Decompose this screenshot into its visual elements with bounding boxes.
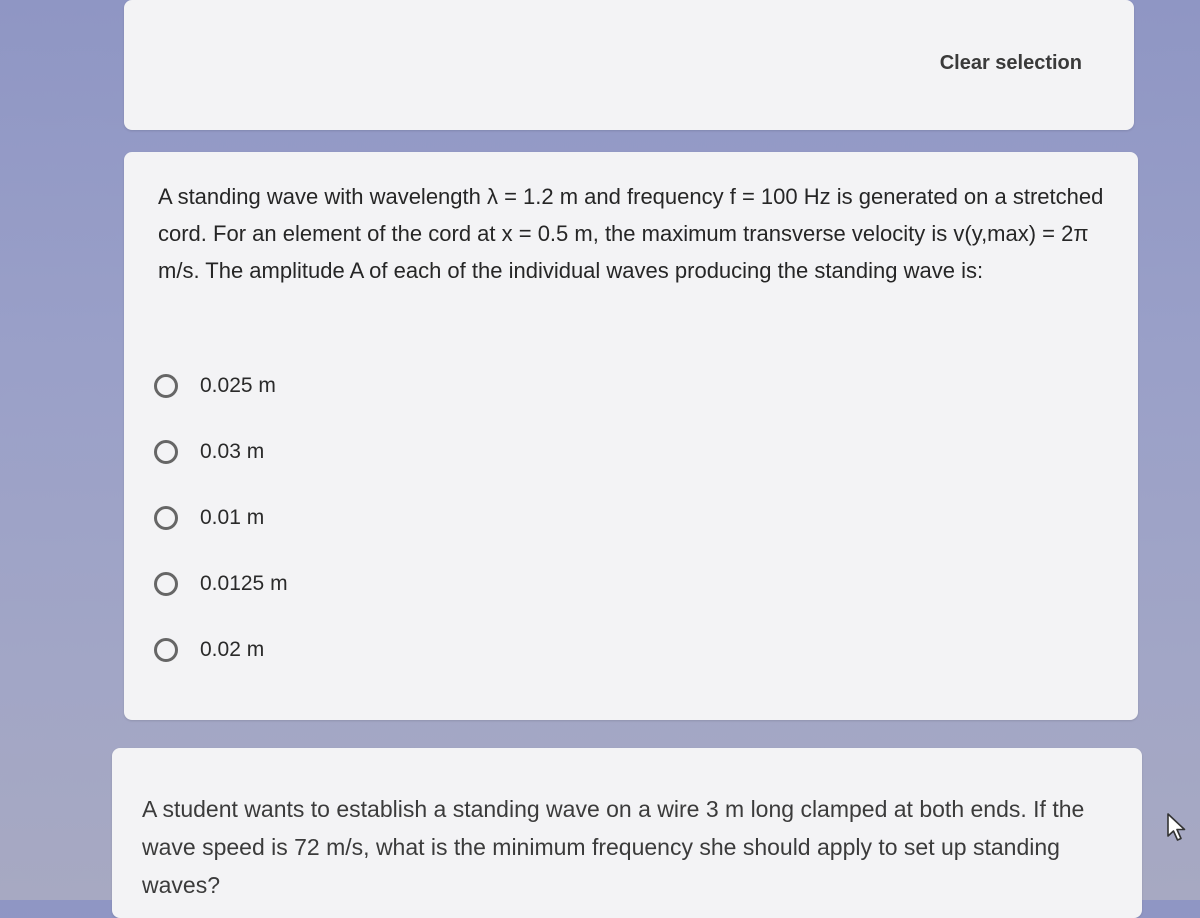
option-3[interactable] bbox=[154, 498, 264, 538]
next-question-card bbox=[112, 748, 1142, 918]
radio-button[interactable] bbox=[154, 374, 178, 398]
radio-button[interactable] bbox=[154, 440, 178, 464]
option-label: 0.02 m bbox=[200, 638, 265, 661]
option-5[interactable] bbox=[154, 630, 264, 670]
mouse-pointer-icon bbox=[1166, 812, 1188, 842]
radio-button[interactable] bbox=[154, 572, 178, 596]
radio-button[interactable] bbox=[154, 638, 178, 662]
option-2[interactable] bbox=[154, 432, 264, 472]
previous-question-card bbox=[124, 0, 1134, 130]
option-1[interactable] bbox=[154, 366, 276, 406]
question-text: A standing wave with wavelength λ = 1.2 m and frequency f = 100 Hz is generated on a stretched cord. For an element of the cord at x = 0.5 m, the maximum transverse velocity is v(y,max) = 2π m/s. The amplitude A of each of the individual waves producing the standing wave is: bbox=[158, 184, 1104, 283]
question-card bbox=[124, 152, 1138, 720]
option-label: 0.0125 m bbox=[200, 572, 288, 595]
option-label: 0.01 m bbox=[200, 506, 265, 529]
option-label: 0.025 m bbox=[200, 374, 276, 397]
next-question-text: A student wants to establish a standing wave on a wire 3 m long clamped at both ends. If the wave speed is 72 m/s, what is the minimum frequency she should apply to set up standing waves? bbox=[142, 796, 1085, 898]
radio-button[interactable] bbox=[154, 506, 178, 530]
option-4[interactable] bbox=[154, 564, 288, 604]
option-label: 0.03 m bbox=[200, 440, 265, 463]
clear-selection-button[interactable]: Clear selection bbox=[939, 52, 1082, 74]
